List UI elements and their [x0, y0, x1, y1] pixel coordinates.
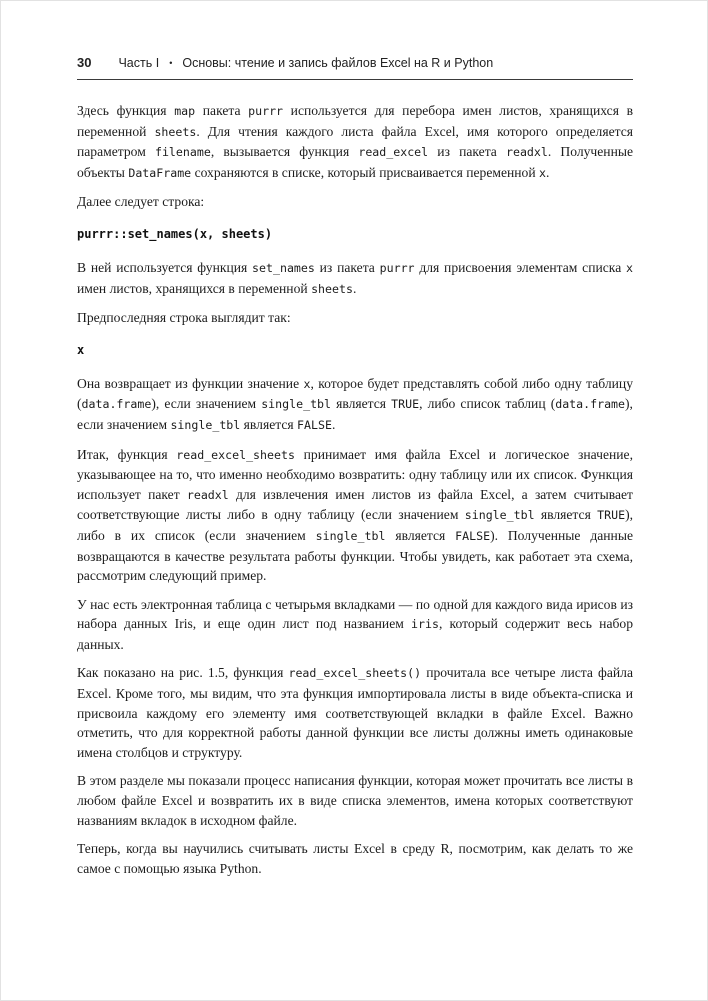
- text-run: для присвоения элементам списка: [414, 259, 627, 275]
- inline-code: x: [539, 165, 547, 180]
- inline-code: readxl: [505, 145, 548, 160]
- text-run: является: [385, 527, 456, 543]
- page-body: [77, 101, 633, 887]
- text-run: . Полученные объекты: [77, 144, 634, 180]
- inline-code: FALSE: [297, 417, 332, 432]
- inline-code: set_names: [252, 260, 315, 275]
- inline-code: iris: [411, 617, 439, 632]
- text-run: ). Полученные данные возвращаются в качестве результата работы функции. Чтобы увидеть, как работает эта схема, рассмотрим следующий пример.: [77, 527, 633, 584]
- text-run: из пакета: [314, 259, 380, 275]
- text-run: Предпоследняя строка выглядит так:: [77, 310, 291, 326]
- text-run: сохраняются в списке, который присваивается переменной: [191, 164, 540, 180]
- inline-code: read_excel_sheets: [176, 447, 295, 462]
- text-run: .: [352, 280, 357, 296]
- text-run: является: [534, 507, 598, 523]
- text-run: .: [546, 164, 550, 180]
- inline-code: readxl: [186, 487, 229, 502]
- paragraph: [77, 839, 633, 878]
- inline-code: sheets: [154, 124, 197, 139]
- inline-code: FALSE: [455, 528, 491, 543]
- text-run: Здесь функция: [77, 103, 175, 118]
- inline-code: data.frame: [555, 397, 626, 412]
- inline-code: purrr: [379, 260, 415, 275]
- inline-code: map: [174, 104, 196, 118]
- text-run: является: [240, 416, 298, 432]
- text-run: Как показано на рис. 1.5, функция: [77, 665, 289, 681]
- inline-code: single_tbl: [315, 528, 386, 543]
- bullet-separator-icon: •: [169, 58, 173, 68]
- text-run: ), либо в их список (если значением: [77, 507, 633, 543]
- part-label: Часть I: [118, 56, 160, 70]
- text-run: , либо список таблиц (: [419, 396, 556, 412]
- paragraph: [77, 771, 633, 830]
- paragraph: [77, 445, 633, 586]
- text-run: В этом разделе мы показали процесс написания функции, которая может прочитать все листы в любом файле Excel и возвратить их в виде списка элементов, имена которых соответствуют названиям вкладок в исходном файле.: [77, 773, 633, 828]
- inline-code: single_tbl: [464, 508, 535, 523]
- text-run: . Для чтения каждого листа файла Excel, имя которого определяется параметром: [77, 123, 634, 160]
- inline-code: single_tbl: [261, 397, 332, 412]
- inline-code: TRUE: [391, 397, 420, 412]
- chapter-title: Основы: чтение и запись файлов Excel на R и Python: [182, 56, 494, 70]
- text-run: Итак, функция: [77, 446, 177, 462]
- inline-code: read_excel: [358, 145, 429, 160]
- text-run: , которое будет представлять собой либо одну таблицу (: [77, 375, 633, 412]
- text-run: ), если значением: [151, 396, 262, 412]
- text-run: используется для перебора имен листов, хранящихся в переменной: [77, 103, 633, 139]
- inline-code: read_excel_sheets(): [288, 666, 422, 681]
- paragraph: [77, 663, 633, 762]
- text-run: Далее следует строка:: [77, 194, 205, 210]
- text-run: пакета: [195, 103, 249, 118]
- paragraph: [77, 308, 633, 328]
- text-run: для извлечения имен листов из файла Excel, а затем считывает соответствующие листы либо в одну таблицу (если значением: [77, 486, 633, 523]
- paragraph: [77, 258, 633, 299]
- code-line: purrr::set_names(x, sheets): [77, 226, 273, 241]
- code-line: x: [77, 342, 85, 357]
- text-run: ), если значением: [77, 396, 633, 432]
- text-run: Теперь, когда вы научились считывать листы Excel в среду R, посмотрим, как делать то же самое с помощью языка Python.: [77, 841, 633, 876]
- text-run: В ней используется функция: [77, 259, 253, 275]
- inline-code: single_tbl: [170, 417, 241, 432]
- inline-code: data.frame: [81, 397, 152, 412]
- text-run: из пакета: [428, 144, 506, 160]
- inline-code: purrr: [248, 104, 284, 118]
- inline-code: sheets: [311, 281, 353, 296]
- paragraph: [77, 595, 633, 655]
- paragraph: [77, 374, 633, 436]
- text-run: , вызывается функция: [210, 144, 359, 160]
- inline-code: filename: [154, 145, 211, 160]
- inline-code: x: [303, 376, 311, 391]
- inline-code: DataFrame: [128, 165, 192, 180]
- text-run: У нас есть электронная таблица с четырьмя вкладками — по одной для каждого вида ирисов из набора данных Iris, и еще один лист под названием: [77, 596, 633, 632]
- text-run: Она возвращает из функции значение: [77, 375, 304, 391]
- text-run: имен листов, хранящихся в переменной: [77, 280, 312, 296]
- running-header: [77, 55, 633, 80]
- text-run: прочитала все четыре листа файла Excel. Кроме того, мы видим, что эта функция импортировала листы в виде объекта-списка и присвоила каждому его элементу имя соответствующей вкладки в файле Excel. Важно отметить, что для корректной работы данной функции все листы должны иметь одинаковые имена столбцов и структуру.: [77, 665, 633, 760]
- inline-code: x: [626, 260, 633, 275]
- page-number: 30: [77, 55, 92, 70]
- text-run: .: [331, 416, 336, 432]
- text-run: является: [331, 396, 392, 412]
- text-run: принимает имя файла Excel и логическое значение, указывающее на то, что именно необходимо возвратить: одну таблицу или их список. Функция использует пакет: [77, 446, 633, 502]
- paragraph: [77, 192, 633, 212]
- text-run: , который содержит весь набор данных.: [77, 616, 633, 652]
- paragraph: [77, 101, 633, 183]
- inline-code: TRUE: [597, 508, 626, 523]
